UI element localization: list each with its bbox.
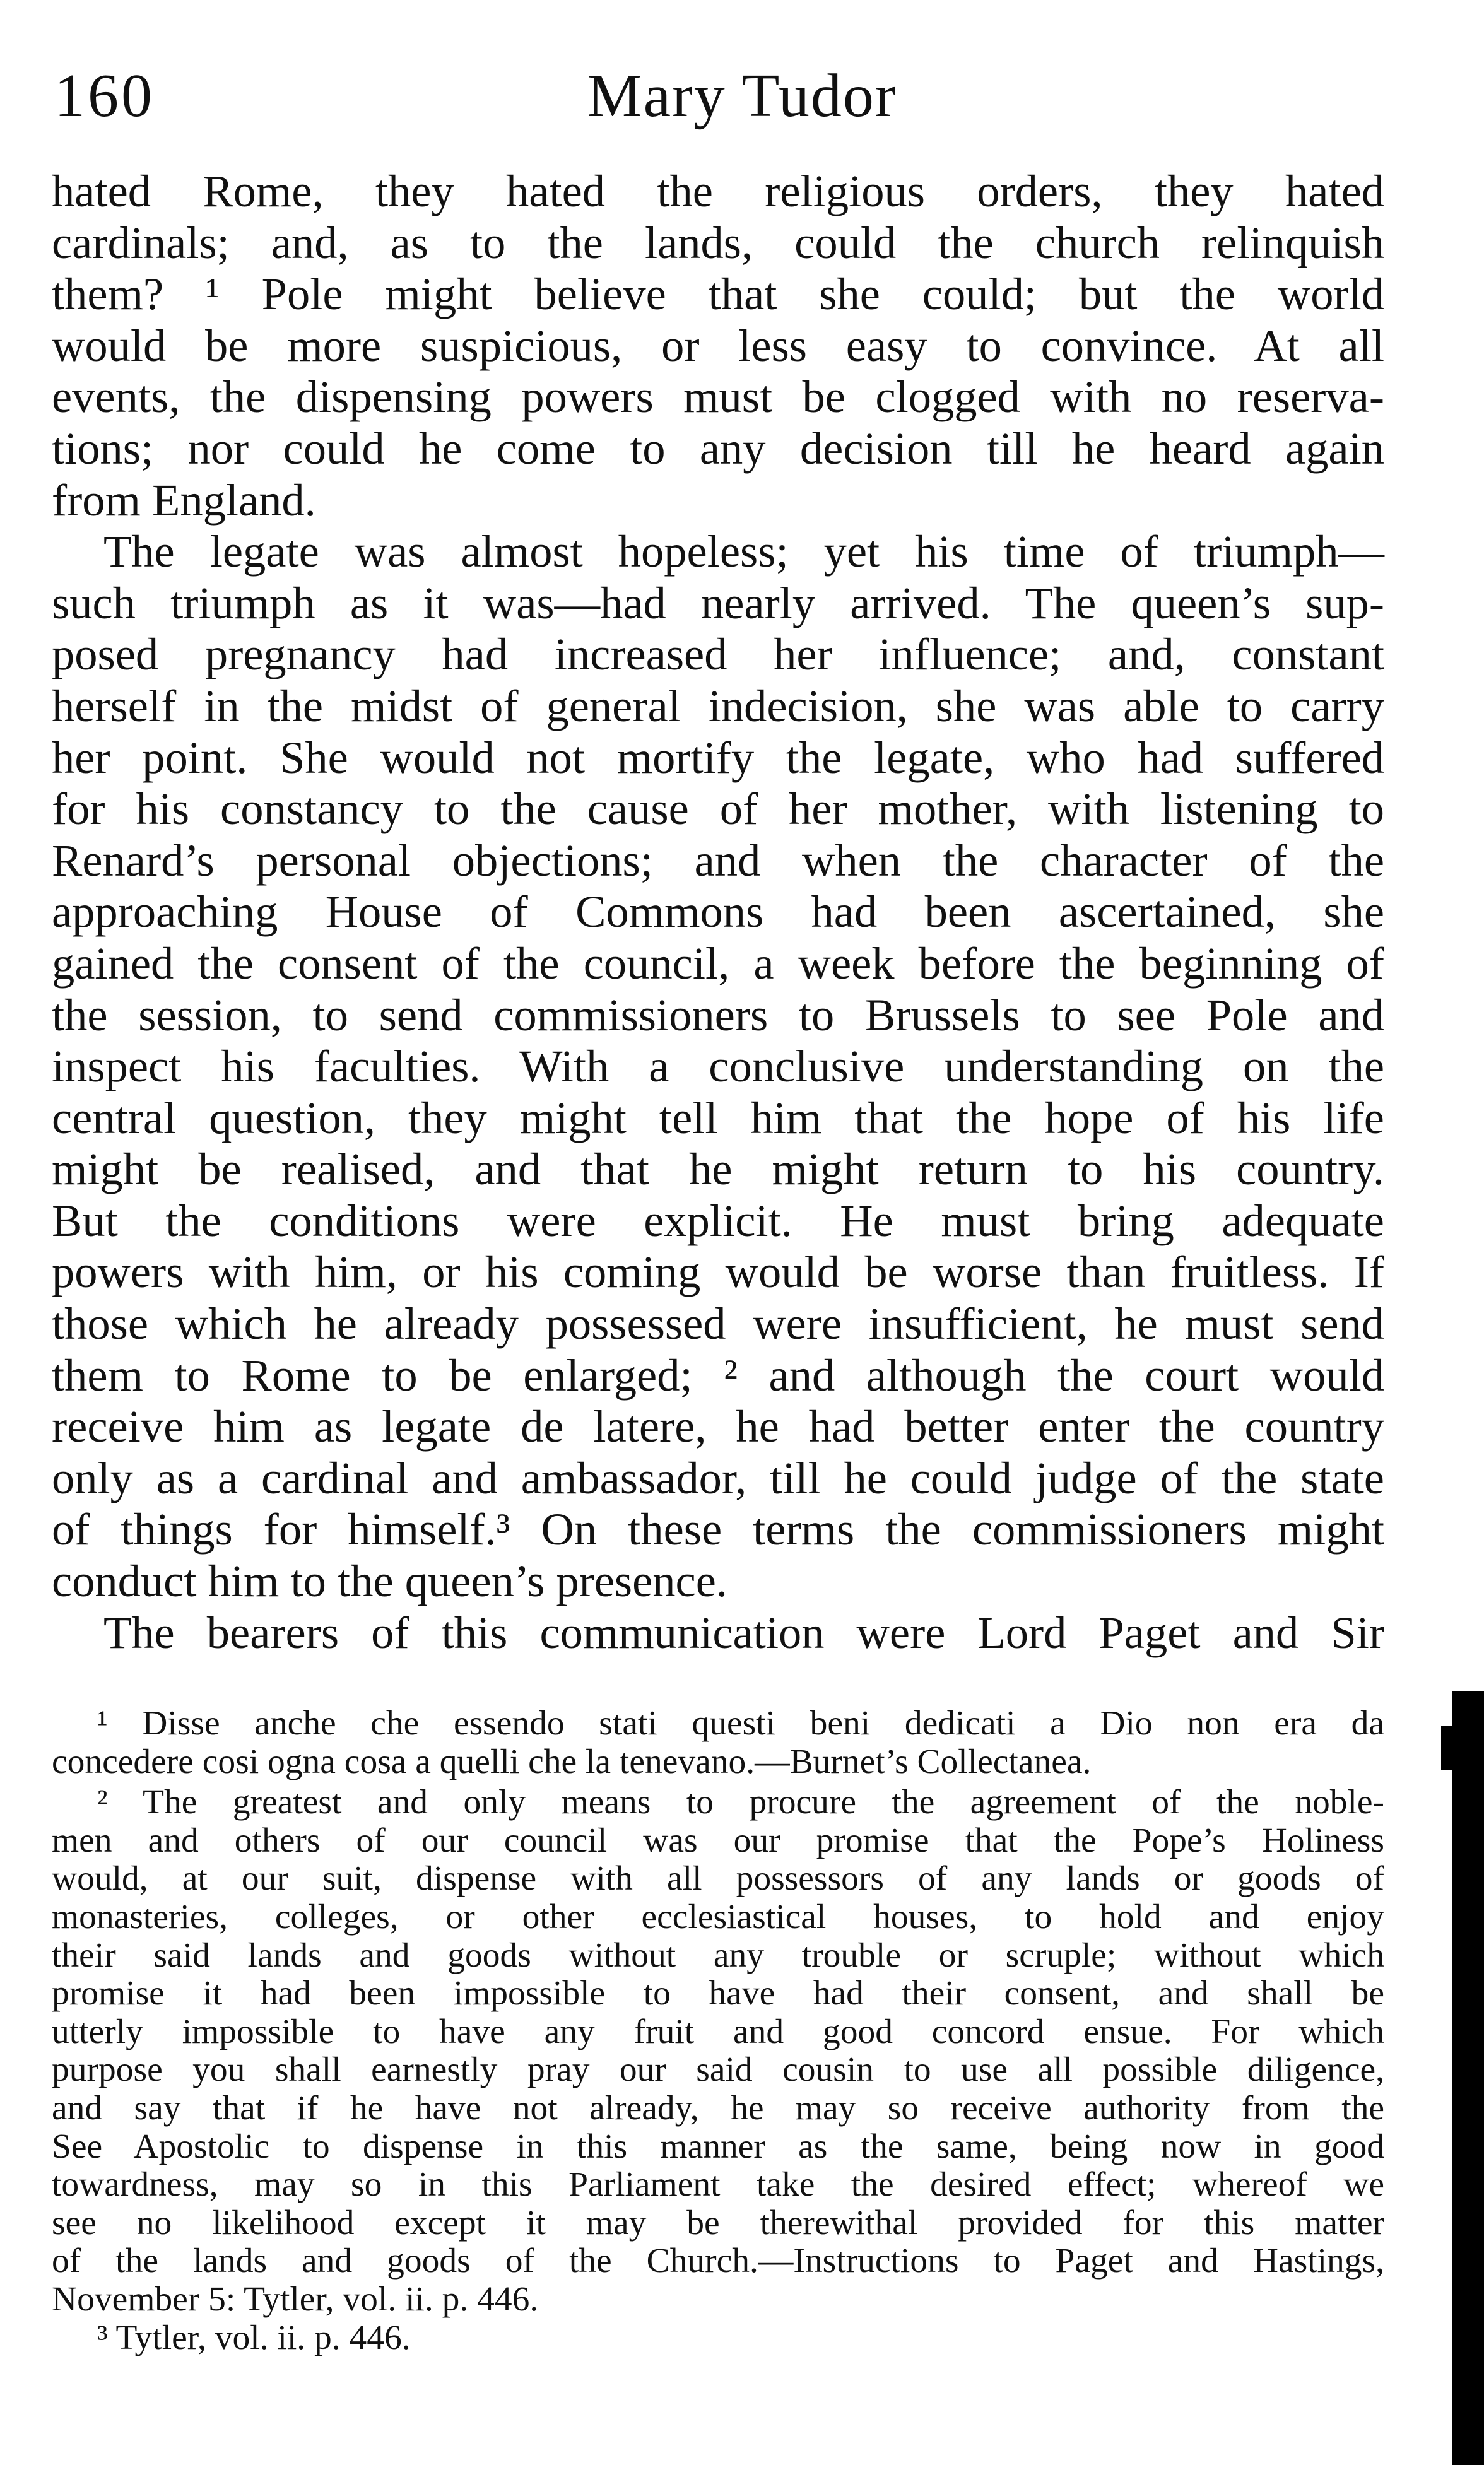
text-line: of things for himself.³ On these terms the commissioners might bbox=[52, 1503, 1384, 1555]
footnote-line: promise it had been impossible to have had their consent, and shall be bbox=[52, 1974, 1384, 2013]
text-line: cardinals; and, as to the lands, could the church relinquish bbox=[52, 216, 1384, 268]
text-line: gained the consent of the council, a week before the beginning of bbox=[52, 937, 1384, 989]
text-line: conduct him to the queen’s presence. bbox=[52, 1555, 728, 1607]
footnote-line: their said lands and goods without any trouble or scruple; without which bbox=[52, 1936, 1384, 1975]
text-line: The legate was almost hopeless; yet his time of triumph— bbox=[103, 526, 1384, 577]
footnote-line: towardness, may so in this Parliament take the desired effect; whereof we bbox=[52, 2165, 1384, 2204]
footnote-line: concedere cosi ogna cosa a quelli che la tenevano.—Burnet’s Collectanea. bbox=[52, 1742, 1092, 1781]
footnote-line: men and others of our council was our promise that the Pope’s Holiness bbox=[52, 1821, 1384, 1860]
footnote-line: See Apostolic to dispense in this manner as the same, being now in good bbox=[52, 2127, 1384, 2166]
text-line: tions; nor could he come to any decision till he heard again bbox=[52, 422, 1384, 474]
text-line: hated Rome, they hated the religious orders, they hated bbox=[52, 165, 1384, 216]
text-line: those which he already possessed were insufficient, he must send bbox=[52, 1298, 1384, 1350]
text-line: might be realised, and that he might return to his country. bbox=[52, 1143, 1384, 1195]
text-line: receive him as legate de latere, he had better enter the country bbox=[52, 1401, 1384, 1452]
footnote-line: ¹ Disse anche che essendo stati questi beni dedicati a Dio non era da bbox=[97, 1704, 1384, 1743]
footnotes bbox=[52, 1705, 1384, 2357]
footnote-line: see no likelihood except it may be therewithal provided for this matter bbox=[52, 2203, 1384, 2242]
page-header bbox=[0, 58, 1484, 146]
footnote-line: monasteries, colleges, or other ecclesiastical houses, to hold and enjoy bbox=[52, 1897, 1384, 1936]
running-title: Mary Tudor bbox=[587, 62, 897, 130]
text-line: her point. She would not mortify the legate, who had suffered bbox=[52, 731, 1384, 783]
footnote-line: ³ Tytler, vol. ii. p. 446. bbox=[97, 2318, 411, 2357]
text-line: them? ¹ Pole might believe that she could; but the world bbox=[52, 268, 1384, 320]
text-line: only as a cardinal and ambassador, till he could judge of the state bbox=[52, 1452, 1384, 1503]
text-line: But the conditions were explicit. He must bring adequate bbox=[52, 1194, 1384, 1246]
scan-shadow-edge bbox=[1452, 1691, 1484, 2465]
text-line: powers with him, or his coming would be worse than fruitless. If bbox=[52, 1246, 1384, 1298]
text-line: Renard’s personal objections; and when the character of the bbox=[52, 834, 1384, 886]
text-line: herself in the midst of general indecision, she was able to carry bbox=[52, 679, 1384, 731]
text-line: such triumph as it was—had nearly arrived. The queen’s sup- bbox=[52, 577, 1384, 628]
text-line: for his constancy to the cause of her mother, with listening to bbox=[52, 783, 1384, 835]
main-text bbox=[52, 165, 1384, 1658]
footnote-line: ² The greatest and only means to procure the agreement of the noble- bbox=[97, 1783, 1384, 1822]
text-line: from England. bbox=[52, 474, 316, 526]
text-line: the session, to send commissioners to Brussels to see Pole and bbox=[52, 989, 1384, 1040]
text-line: inspect his faculties. With a conclusive understanding on the bbox=[52, 1040, 1384, 1092]
footnote-line: of the lands and goods of the Church.—Instructions to Paget and Hastings, bbox=[52, 2242, 1384, 2281]
text-line: central question, they might tell him that the hope of his life bbox=[52, 1091, 1384, 1143]
footnote-line: utterly impossible to have any fruit and good concord ensue. For which bbox=[52, 2012, 1384, 2051]
footnote-line: would, at our suit, dispense with all possessors of any lands or goods of bbox=[52, 1859, 1384, 1898]
footnote-line: purpose you shall earnestly pray our said cousin to use all possible diligence, bbox=[52, 2050, 1384, 2090]
page-number: 160 bbox=[54, 62, 155, 130]
footnote-line: November 5: Tytler, vol. ii. p. 446. bbox=[52, 2280, 539, 2319]
text-line: posed pregnancy had increased her influence; and, constant bbox=[52, 628, 1384, 680]
scan-shadow-notch bbox=[1441, 1726, 1455, 1770]
text-line: The bearers of this communication were Lord Paget and Sir bbox=[103, 1606, 1384, 1658]
text-line: them to Rome to be enlarged; ² and although the court would bbox=[52, 1349, 1384, 1401]
text-line: events, the dispensing powers must be clogged with no reserva- bbox=[52, 371, 1384, 423]
footnote-line: and say that if he have not already, he may so receive authority from the bbox=[52, 2088, 1384, 2127]
text-line: approaching House of Commons had been ascertained, she bbox=[52, 886, 1384, 938]
text-line: would be more suspicious, or less easy to convince. At all bbox=[52, 319, 1384, 371]
